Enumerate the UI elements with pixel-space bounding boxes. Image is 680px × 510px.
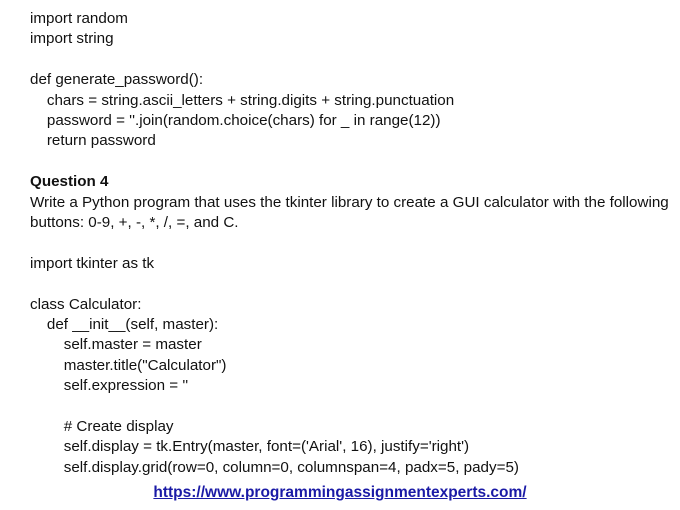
code-line: self.display.grid(row=0, column=0, columnspan=4, padx=5, pady=5) xyxy=(30,458,519,476)
code-line xyxy=(30,50,670,70)
code-block-calculator xyxy=(30,233,670,478)
code-line: import string xyxy=(30,30,114,48)
code-line: def generate_password(): xyxy=(30,71,204,89)
code-line: self.display = tk.Entry(master, font=('Arial', 16), justify='right') xyxy=(30,438,470,456)
code-line: self.expression = '' xyxy=(30,377,189,395)
code-line: import random xyxy=(30,10,128,27)
code-line xyxy=(30,396,670,416)
code-line: self.master = master xyxy=(30,336,202,354)
code-line: return password xyxy=(30,132,156,150)
code-line: # Create display xyxy=(30,417,174,435)
document-body xyxy=(30,9,670,478)
code-line xyxy=(30,274,670,294)
code-line: import tkinter as tk xyxy=(30,254,155,272)
code-line: master.title("Calculator") xyxy=(30,356,227,374)
code-block-password xyxy=(30,9,670,172)
code-line: chars = string.ascii_letters + string.digits + string.punctuation xyxy=(30,91,455,109)
footer xyxy=(0,484,680,502)
question-heading: Question 4 xyxy=(30,173,109,191)
question-text: Write a Python program that uses the tkinter library to create a GUI calculator with the following buttons: 0-9, +, -, *, /, =, and C. xyxy=(30,193,669,231)
code-line: password = ''.join(random.choice(chars) for _ in range(12)) xyxy=(30,111,441,129)
code-line: def __init__(self, master): xyxy=(30,315,219,333)
code-line: class Calculator: xyxy=(30,295,142,313)
code-line xyxy=(30,233,670,253)
code-line xyxy=(30,152,670,172)
website-link[interactable]: https://www.programmingassignmentexperts.com/ xyxy=(153,484,527,501)
